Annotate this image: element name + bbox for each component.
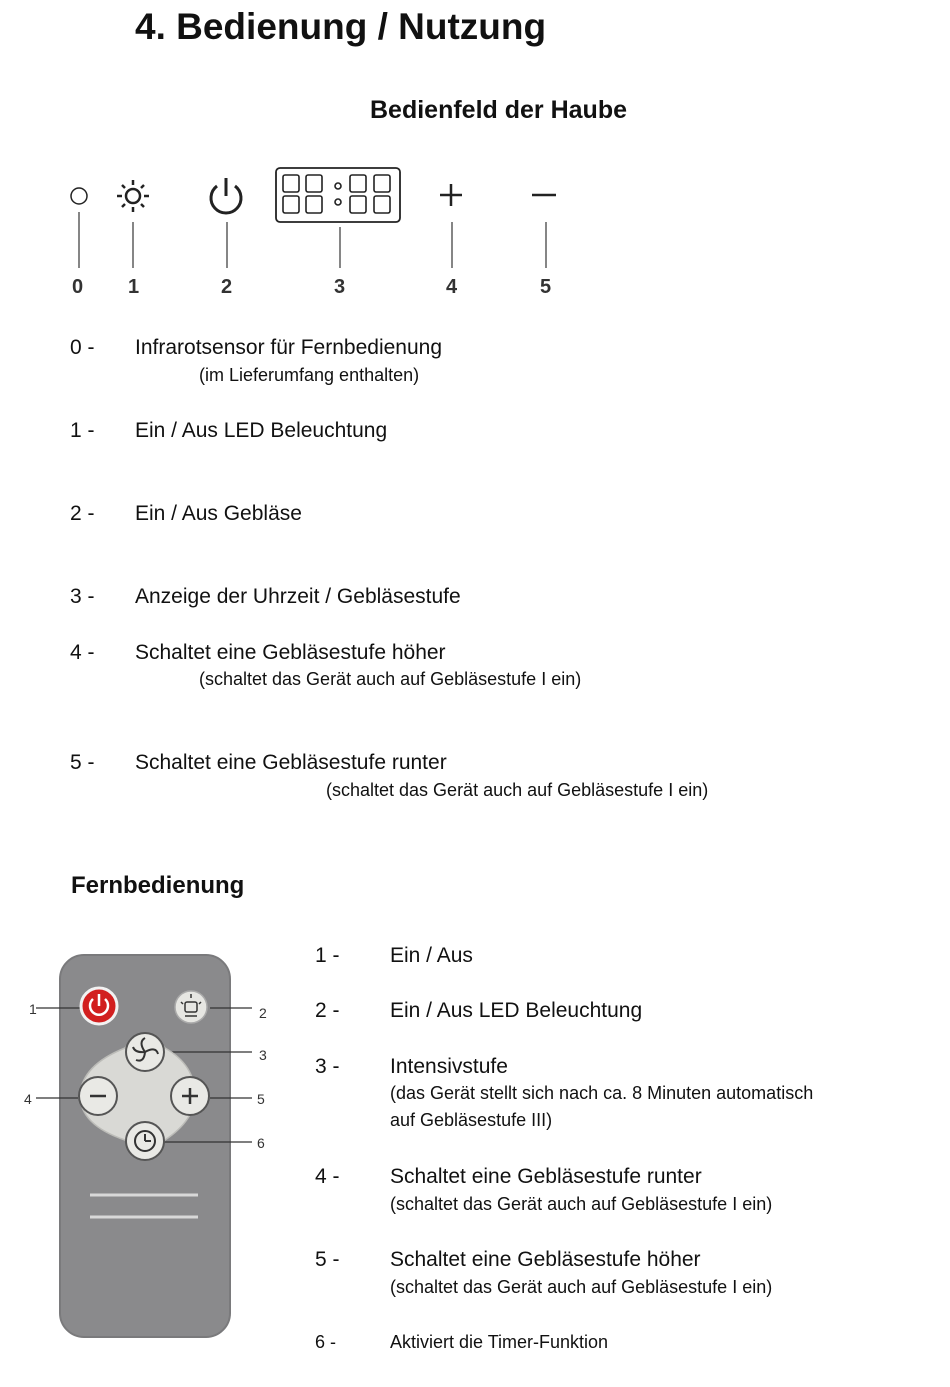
remote-item-text: Intensivstufe xyxy=(390,1055,508,1078)
remote-item-num: 4 - xyxy=(315,1165,340,1188)
light-button[interactable] xyxy=(175,991,207,1023)
panel-diagram xyxy=(0,160,600,305)
remote-item-num: 3 - xyxy=(315,1055,340,1078)
panel-callout-4: 4 xyxy=(446,276,458,298)
panel-item-num: 3 - xyxy=(70,585,95,608)
remote-item-text: Schaltet eine Gebläsestufe runter xyxy=(390,1165,702,1188)
panel-item-text: Schaltet eine Gebläsestufe höher xyxy=(135,641,446,664)
remote-item-sub: (das Gerät stellt sich nach ca. 8 Minuten automatisch xyxy=(390,1083,814,1103)
panel-item-text: Ein / Aus LED Beleuchtung xyxy=(135,419,388,442)
panel-item-sub: (schaltet das Gerät auch auf Gebläsestufe I ein) xyxy=(199,669,582,689)
remote-item-sub: (schaltet das Gerät auch auf Gebläsestufe I ein) xyxy=(390,1277,773,1297)
remote-item-num: 5 - xyxy=(315,1248,340,1271)
remote-item-text: Ein / Aus LED Beleuchtung xyxy=(390,999,643,1022)
minus-button[interactable] xyxy=(79,1077,117,1115)
panel-callout-0: 0 xyxy=(72,276,84,298)
panel-heading: Bedienfeld der Haube xyxy=(370,96,627,124)
remote-item-text: Aktiviert die Timer-Funktion xyxy=(390,1332,609,1352)
panel-item-text: Schaltet eine Gebläsestufe runter xyxy=(135,751,447,774)
callout-lines xyxy=(79,212,546,268)
remote-callout-6: 6 xyxy=(257,1135,265,1151)
remote-callout-5: 5 xyxy=(257,1091,265,1107)
panel-item-text: Infrarotsensor für Fernbedienung xyxy=(135,336,443,359)
remote-item-num: 1 - xyxy=(315,944,340,967)
panel-item-sub: (im Lieferumfang enthalten) xyxy=(199,365,420,385)
sun-icon xyxy=(117,180,149,212)
panel-item-num: 1 - xyxy=(70,419,95,442)
panel-item-num: 5 - xyxy=(70,751,95,774)
panel-item-num: 4 - xyxy=(70,641,95,664)
remote-heading: Fernbedienung xyxy=(71,872,245,899)
remote-item-text: Schaltet eine Gebläsestufe höher xyxy=(390,1248,701,1271)
power-button[interactable] xyxy=(81,988,117,1024)
remote-item-sub: (schaltet das Gerät auch auf Gebläsestufe I ein) xyxy=(390,1194,773,1214)
panel-item-num: 2 - xyxy=(70,502,95,525)
timer-button[interactable] xyxy=(126,1122,164,1160)
panel-item-sub: (schaltet das Gerät auch auf Gebläsestufe I ein) xyxy=(326,780,709,800)
panel-callout-3: 3 xyxy=(334,276,346,298)
power-icon xyxy=(211,178,241,213)
remote-callout-3: 3 xyxy=(259,1047,267,1063)
seven-segment-display xyxy=(276,168,400,222)
remote-item-text: Ein / Aus xyxy=(390,944,473,967)
remote-item-sub: auf Gebläsestufe III) xyxy=(390,1110,553,1130)
remote-callout-2: 2 xyxy=(259,1005,267,1021)
panel-callout-1: 1 xyxy=(128,276,140,298)
panel-callout-5: 5 xyxy=(540,276,552,298)
remote-illustration xyxy=(20,950,290,1345)
remote-callout-1: 1 xyxy=(29,1001,37,1017)
panel-item-text: Anzeige der Uhrzeit / Gebläsestufe xyxy=(135,585,461,608)
panel-item-text: Ein / Aus Gebläse xyxy=(135,502,302,525)
page-title: 4. Bedienung / Nutzung xyxy=(135,6,547,47)
plus-icon xyxy=(440,184,462,206)
plus-button[interactable] xyxy=(171,1077,209,1115)
remote-callout-4: 4 xyxy=(24,1091,32,1107)
remote-item-num: 2 - xyxy=(315,999,340,1022)
panel-item-num: 0 - xyxy=(70,336,95,359)
remote-item-num: 6 - xyxy=(315,1332,337,1352)
sensor-circle-icon xyxy=(71,188,87,204)
panel-callout-2: 2 xyxy=(221,276,233,298)
fan-button[interactable] xyxy=(126,1033,164,1071)
